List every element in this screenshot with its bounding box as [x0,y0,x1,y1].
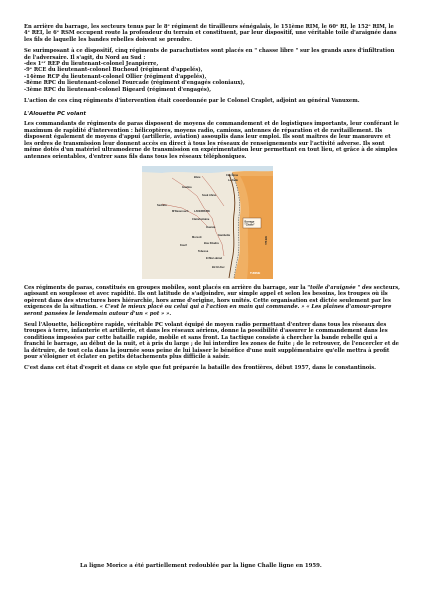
map-label: Ouenza [206,225,216,229]
map-label: Gambetta [218,233,230,237]
map-label: Tebessa [198,249,209,253]
barrage-map-image [142,166,273,279]
country-label: TUNISIE [250,271,261,275]
quote-run: "toile d'araignée " des [307,284,372,291]
map-label: LAVERDURE [194,209,210,213]
paragraph-commanders: Les commandants de régiments de paras disposent de moyens de commandement et de logistiques importants, leur conférant le maximum de rapidité d'intervention : hélicoptères, moyens radio, camions, antennes de réparation et de ravitaillement. Ils disposent également de moyens d'appui (artillerie, aviation) assouplis dans leur emploi. Ils sont maîtres de leur manœuvre et les ordres de transmission leur donnent accès en direct à tous les réseaux de renseignements sur l'activité adverse. Ils sont même dotés d'un matériel ultramoderne de transmission en expérimentation leur permettant en tout lieu, et grâce à de simples antennes orientables, d'entrer sans fils dans tous les réseaux téléphoniques. [24,121,399,160]
quote-run: « C'est le mieux placé ou celui qui a l'action en main qui commande. » « Les plaines d'amour-propre seront pansées le lendemain autour d'un « pot » ». [24,304,392,317]
map-label: Bir El Ater [212,265,225,269]
map-label: Souk Ahras [202,193,217,197]
map-label: M'Daourouch [172,209,189,213]
map-label: El Ma Labiod [206,256,222,260]
text-run: Ces régiments de paras, constitués en groupes mobiles, sont placés en arrière du barrage, sur la [24,284,308,291]
paragraph-coordination: L'action de ces cinq régiments d'intervention était coordonnée par le Colonel Craplet, adjoint au général Vanuxem. [24,98,360,105]
document-page [24,24,400,372]
regiment-item: -8ème RPC du lieutenant-colonel Fourcade (régiment d'engagés coloniaux), [24,80,245,87]
map-label: Bou Khadra [204,241,219,245]
paragraph-parachutists-intro: Se surimposant à ce dispositif, cinq régiments de parachutistes sont placés en " chasse libre " sur les grands axes d'infiltration de l'adversaire. Il s'agit, du Nord au Sud : [24,48,395,61]
regiment-item: -3ème RPC du lieutenant-colonel Bigeard (régiment d'engagés), [24,86,212,93]
map-label: Clairefontaine [192,217,210,221]
paragraph-conclusion: C'est dans cet état d'esprit et dans ce style que fut préparée la bataille des frontières, début 1957, dans le constantinois. [24,365,376,372]
scale-label: 300 km [264,235,267,245]
map-label: Bône [194,175,201,179]
map-illustration [142,166,273,279]
footer-note: La ligne Morice a été partiellement redoublée par la ligne Challe ligne en 1959. [80,563,322,569]
paragraph-mobile-groups [24,285,400,317]
paragraph-alouette: Seul l'Alouette, hélicoptère rapide, véritable PC volant équipé de moyen radio permettant d'entrer dans tous les réseaux des troupes à terre, infanterie et artillerie, et dans les réseaux aériens, donne la possibilité d'assurer le commandement dans les conditions imposées par cette bataille rapide, mobile et sans front. La tactique consiste à chercher la bande rebelle qui a franchi le barrage, au début de la nuit, et à pris du large ; de lui interdire les zones de fuite ; de le retrouver, de l'encercler et de la détruire, de tout cela dans la journée sous peine de lui laisser le bénéfice d'une nuit supplémentaire qu'elle mettra à profit pour s'éloigner et éclater en petits détachements plus difficile à saisir. [24,321,399,360]
barrage-label: Barrage "Challe" [244,220,255,227]
regiment-item: -14ème RCP du lieutenant-colonel Ollier (régiment d'appelés), [24,73,207,80]
section-heading: L'Alouette PC volant [24,111,86,118]
regiment-list [24,61,400,93]
map-label: Cap Rosa [226,173,238,177]
regiment-item: -des 1ᵉʳ REP du lieutenant-colonel Jeanpierre, [24,61,159,68]
map-label: Sedrata [157,203,167,207]
paragraph-sectors: En arrière du barrage, les secteurs tenus par le 8ᵉ régiment de tirailleurs sénégalais, le 151ème RIM, le 60ᵉ RI, le 152ᵉ RIM, le 4ᵉ REI, le 6ᵉ RSM occupent route la profondeur du terrain et constituent, par leur dispositif, une véritable toile d'araignée dans les fils de laquelle les bandes rebelles doivent se prendre. [24,24,397,43]
map-label: La Calle [228,178,238,182]
regiment-item: -9ᵉ RCE du lieutenant-colonel Buchoud (régiment d'appelés), [24,67,203,74]
map-label: Guelma [182,185,192,189]
text-run: secteurs, agissant en souplesse et avec rapidité. Ils ont latitude de s'adjoindre, sur simple appel et selon les besoins, les troupes où ils opèrent dans des structures hors hiérarchie, hors arme d'origine, hors unités. Cette organisation est dictée seulement par les exigences de la situation. [24,284,400,311]
map-label: Morsott [192,235,202,239]
map-label: Kouif [180,243,187,247]
